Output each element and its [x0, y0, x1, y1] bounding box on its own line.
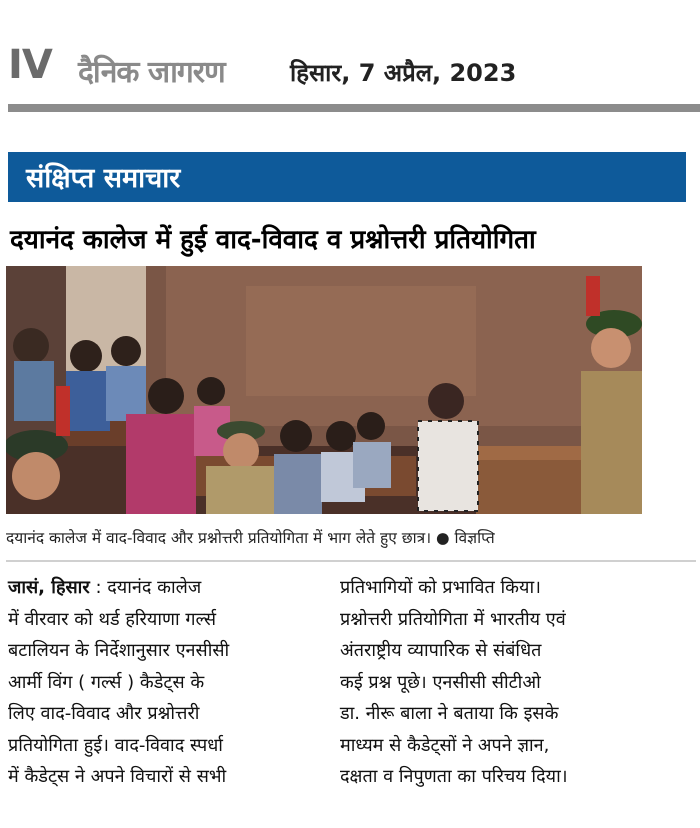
- body-line: प्रतिभागियों को प्रभावित किया।: [340, 577, 541, 598]
- article-headline: दयानंद कालेज में हुई वाद-विवाद व प्रश्नोत्तरी प्रतियोगिता: [10, 225, 536, 255]
- newspaper-name: दैनिक जागरण: [78, 55, 225, 90]
- body-line: प्रश्नोत्तरी प्रतियोगिता में भारतीय एवं: [340, 608, 566, 630]
- photo-caption: [6, 526, 696, 548]
- body-line: लिए वाद-विवाद और प्रश्नोत्तरी: [8, 703, 200, 724]
- caption-text: दयानंद कालेज में वाद-विवाद और प्रश्नोत्तरी प्रतियोगिता में भाग लेते हुए छात्र।: [6, 529, 432, 547]
- article-body-left-column: [8, 572, 308, 793]
- section-title: संक्षिप्त समाचार: [26, 163, 181, 194]
- body-line: में वीरवार को थर्ड हरियाणा गर्ल्स: [8, 608, 217, 630]
- page-number: IV: [8, 42, 52, 88]
- byline: जासं, हिसार: [8, 577, 90, 598]
- caption-rule: [6, 560, 696, 562]
- article-body-right-column: [340, 572, 685, 793]
- body-line: अंतराष्ट्रीय व्यापारिक से संबंधित: [340, 640, 542, 661]
- top-rule: [8, 104, 700, 112]
- body-line: दक्षता व निपुणता का परिचय दिया।: [340, 766, 568, 787]
- body-line: आर्मी विंग ( गर्ल्स ) कैडेट्स के: [8, 671, 205, 693]
- masthead: [0, 0, 700, 112]
- classroom-photo-illustration: [6, 266, 642, 514]
- body-line: में कैडेट्स ने अपने विचारों से सभी: [8, 766, 227, 787]
- body-line: प्रतियोगिता हुई। वाद-विवाद स्पर्धा: [8, 734, 223, 756]
- body-line: कई प्रश्न पूछे। एनसीसी सीटीओ: [340, 671, 541, 693]
- caption-credit: ● विज्ञप्ति: [436, 529, 495, 547]
- article-photo: [6, 266, 642, 514]
- body-line: जासं, हिसार : दयानंद कालेज: [8, 577, 202, 598]
- body-line: बटालियन के निर्देशानुसार एनसीसी: [8, 640, 230, 661]
- dateline: हिसार, 7 अप्रैल, 2023: [290, 59, 517, 87]
- body-line: डा. नीरू बाला ने बताया कि इसके: [340, 703, 559, 724]
- body-line: माध्यम से कैडेट्सों ने अपने ज्ञान,: [340, 734, 550, 756]
